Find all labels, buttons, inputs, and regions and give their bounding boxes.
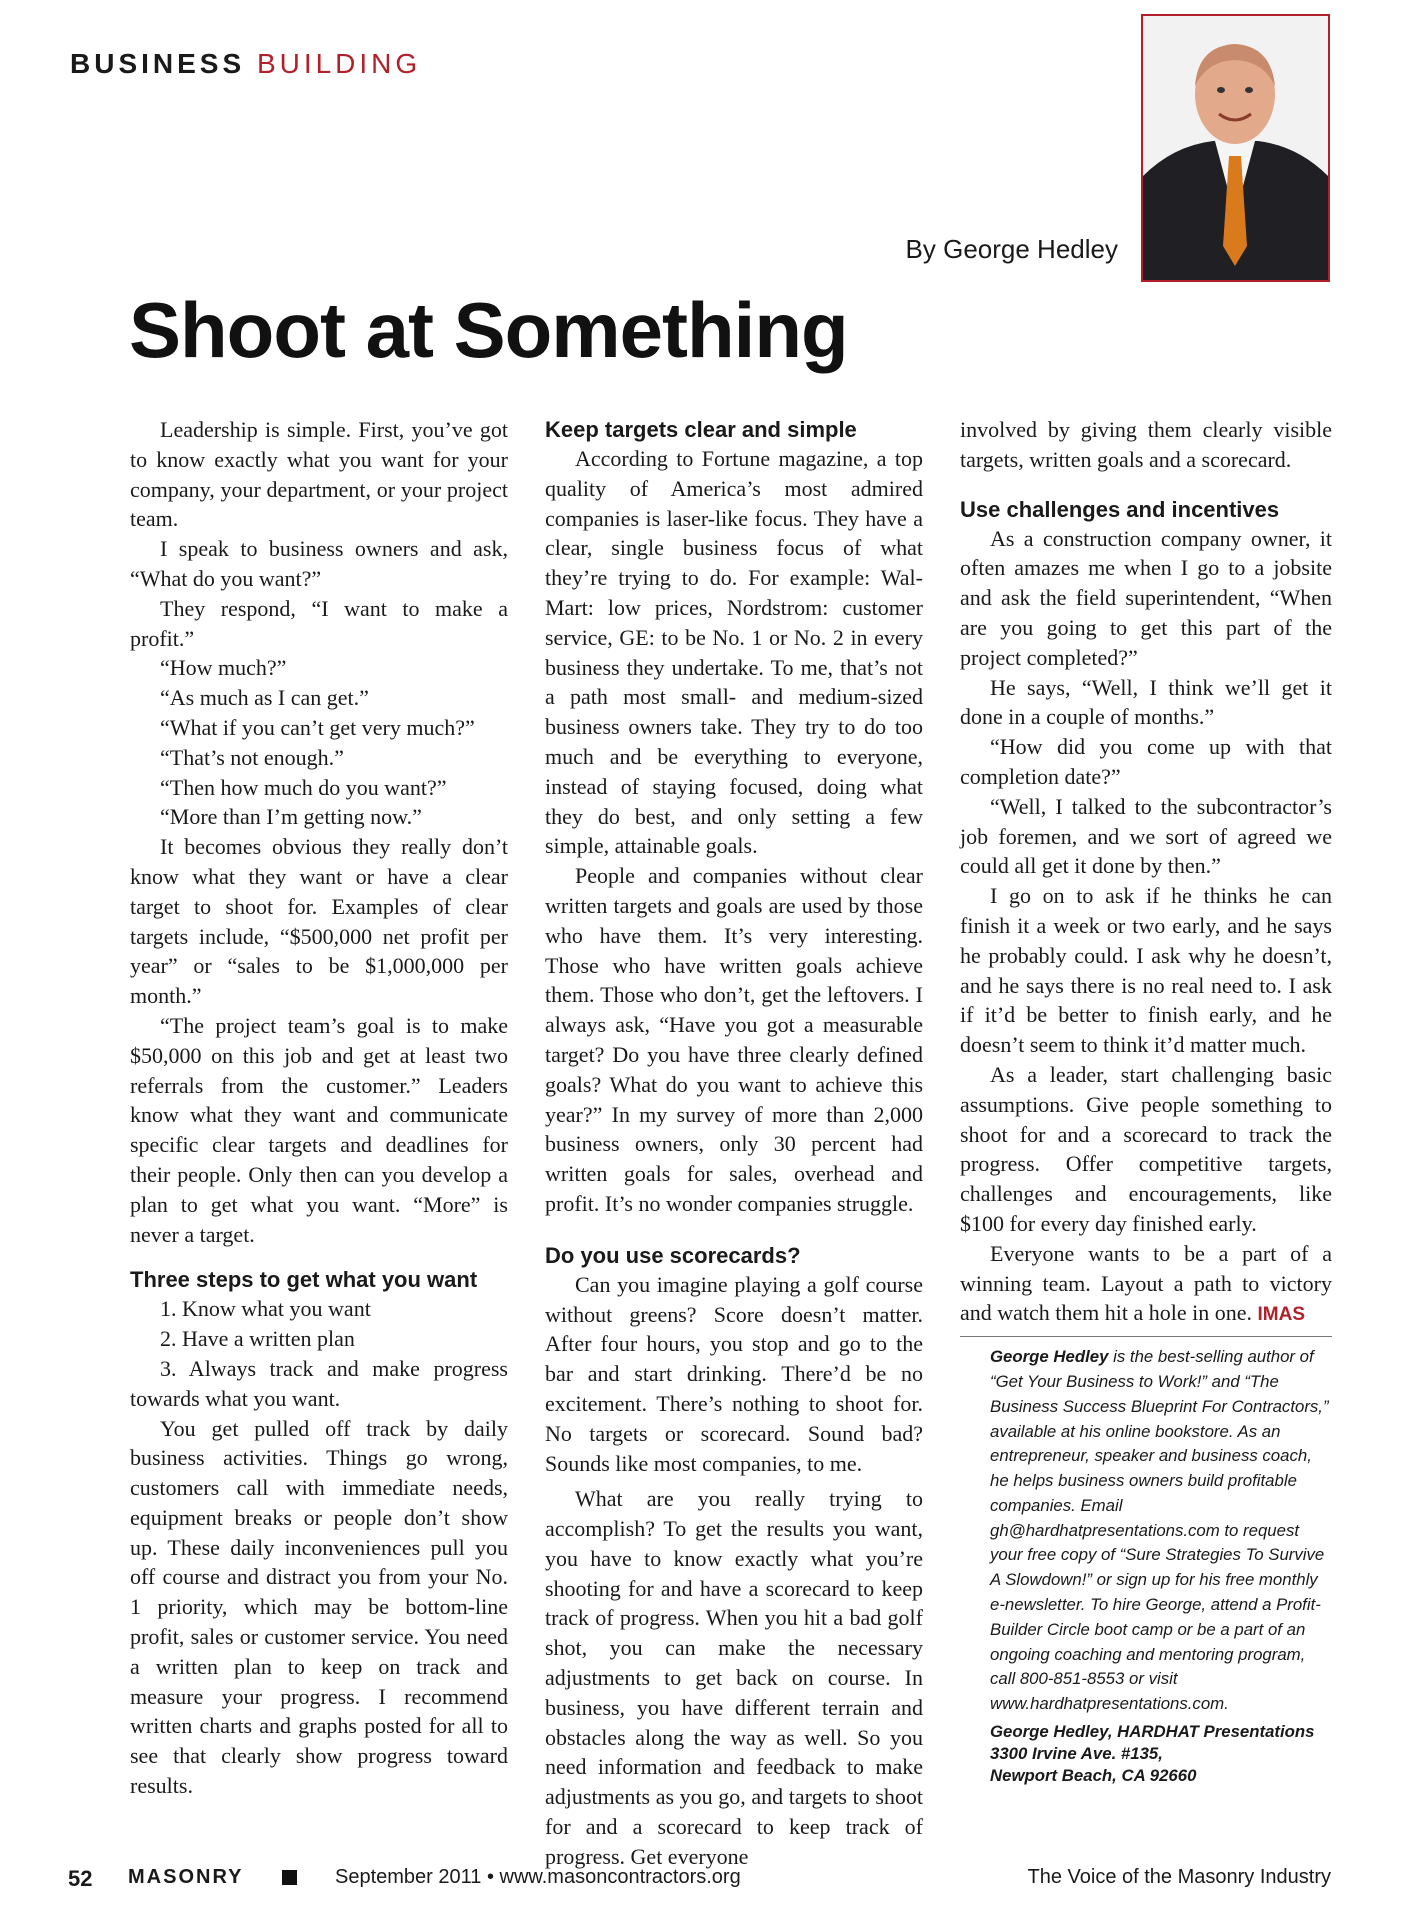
author-address [960,1721,1332,1787]
issue-info: September 2011 • www.masoncontractors.org [335,1866,741,1888]
address-line: Newport Beach, CA 92660 [990,1766,1197,1786]
tagline: The Voice of the Masonry Industry [1027,1866,1331,1888]
paragraph: “Well, I talked to the subcontractor’s job foremen, and we sort of agreed we could all get it done by then.” [960,793,1332,879]
paragraph: As a construction company owner, it often amazes me when I go to a jobsite and ask the field superintendent, “When are you going to get this part of the project completed?” [960,525,1332,670]
paragraph: “How did you come up with that completion date?” [960,734,1332,789]
paragraph: I speak to business owners and ask, “What do you want?” [130,536,508,591]
list-item: 3. Always track and make progress towards what you want. [130,1355,508,1411]
paragraph: Can you imagine playing a golf course without greens? Score doesn’t matter. After four hours, you stop and go to the bar and start drinking. There’d be no excitement. There’s nothing to shoot for. No targets or scorecard. Sound bad? Sounds like most companies, to me. [545,1271,923,1476]
paragraph: “More than I’m getting now.” [160,804,422,830]
column-3 [960,415,1332,1787]
paragraph: “What if you can’t get very much?” [160,714,475,740]
paragraph: “How much?” [160,655,287,681]
magazine-name: MASONRY [128,1866,244,1888]
paragraph [960,1239,1332,1330]
bio-text: is the best-selling author of “Get Your Business to Work!” and “The Business Success Blueprint For Contractors,” available at his online bookstore. As an entrepreneur, speaker and business coach, he helps business owners build profitable companies. Email gh@hardhatpresentations.com to request your free copy of “Sure Strategies To Survive A Slowdown!” or sign up for his free monthly e-newsletter. To hire George, attend a Profit-Builder Circle boot camp or be a part of an ongoing coaching and mentoring program, call 800-851-8553 or visit www.hardhatpresentations.com. [990,1347,1329,1714]
column-1 [130,415,508,1801]
section-label-a: BUSINESS [70,48,246,79]
section-label [70,48,421,80]
list-item: 1. Know what you want [160,1296,371,1322]
paragraph: He says, “Well, I think we’ll get it done in a couple of months.” [960,674,1332,730]
paragraph: They respond, “I want to make a profit.” [130,595,508,651]
paragraph: According to Fortune magazine, a top quality of America’s most admired companies is laser-like focus. They have a clear, single business focus of what they’re trying to do. For example: Wal-Mart: low prices, Nordstrom: customer service, GE: to be No. 1 or No. 2 in every business they undertake. To me, that’s not a path most small- and medium-sized business owners take. They try to do too much and be everything to everyone, instead of staying focused, doing what they do best, and only setting a few simple, attainable goals. [545,446,923,859]
paragraph: involved by giving them clearly visible targets, written goals and a scorecard. [960,417,1332,472]
paragraph: People and companies without clear written targets and goals are used by those who have them. It’s very interesting. Those who have written goals achieve them. Those who don’t, get the leftovers. I always ask, “Have you got a measurable target? Do you have three clearly defined goals? What do you want to achieve this year?” In my survey of more than 2,000 business owners, only 30 percent had written goals for sales, overhead and profit. It’s no wonder companies struggle. [545,863,923,1216]
section-label-b: BUILDING [256,48,422,79]
paragraph: As a leader, start challenging basic assumptions. Give people something to shoot for and a scorecard to track the progress. Offer competitive targets, challenges and encouragements, like $100 for every day finished early. [960,1061,1332,1236]
bio-name: George Hedley [990,1347,1109,1367]
closing-text: Everyone wants to be a part of a winning team. Layout a path to victory and watch them hit a hole in one. [960,1240,1332,1326]
paragraph: I go on to ask if he thinks he can finish it a week or two early, and he says he probably could. I ask why he doesn’t, and he says there is no real need to. I ask if it’d be better to finish early, and he doesn’t seem to think it’d matter much. [960,883,1332,1058]
steps-list [130,1294,508,1413]
paragraph: “Then how much do you want?” [160,774,447,800]
subheading: Three steps to get what you want [130,1267,478,1293]
paragraph: “That’s not enough.” [160,744,344,770]
paragraph: You get pulled off track by daily business activities. Things go wrong, customers call with immediate needs, equipment breaks or people don’t show up. These daily inconveniences pull you off course and distract you from your No. 1 priority, which may be bottom-line profit, sales or customer service. You need a written plan to keep on track and measure your progress. I recommend written charts and graphs posted for all to see that clearly show progress toward results. [130,1415,508,1799]
paragraph: “As much as I can get.” [160,685,369,711]
subheading: Do you use scorecards? [545,1242,801,1268]
page-number: 52 [68,1866,93,1891]
subheading: Keep targets clear and simple [545,417,857,442]
author-headshot-icon [1143,16,1328,280]
article-title: Shoot at Something [129,286,848,374]
paragraph: It becomes obvious they really don’t know what they want or have a clear target to shoot for. Examples of clear targets include, “$500,000 net profit per year” or “sales to be $1,000,000 per month.” [130,834,508,1009]
paragraph: What are you really trying to accomplish? To get the results you want, you have to know exactly what you’re shooting for and have a scorecard to keep track of progress. When you hit a bad golf shot, you can make the necessary adjustments to get back on course. In business, you have different terrain and obstacles along the way as well. So you need information and feedback to make adjustments as you go, and targets to shoot for and a scorecard to keep track of progress. Get everyone [545,1486,923,1869]
address-line: George Hedley, HARDHAT Presentations [990,1722,1315,1742]
list-item: 2. Have a written plan [160,1326,355,1352]
paragraph: Leadership is simple. First, you’ve got to know exactly what you want for your company, your department, or your project team. [130,417,508,532]
author-photo [1141,14,1330,282]
subheading: Use challenges and incentives [960,496,1280,522]
page-footer [68,1866,1331,1896]
column-2 [545,415,923,1872]
end-mark: IMAS [1257,1304,1306,1326]
paragraph: “The project team’s goal is to make $50,000 on this job and get at least two referrals from the customer.” Leaders know what they want and communicate specific clear targets and deadlines for their people. Only then can you develop a plan to get what you want. “More” is never a target. [130,1012,508,1247]
byline: By George Hedley [905,234,1118,264]
address-line: 3300 Irvine Ave. #135, [990,1744,1163,1764]
author-bio [960,1336,1332,1717]
square-bullet-icon [282,1870,297,1885]
